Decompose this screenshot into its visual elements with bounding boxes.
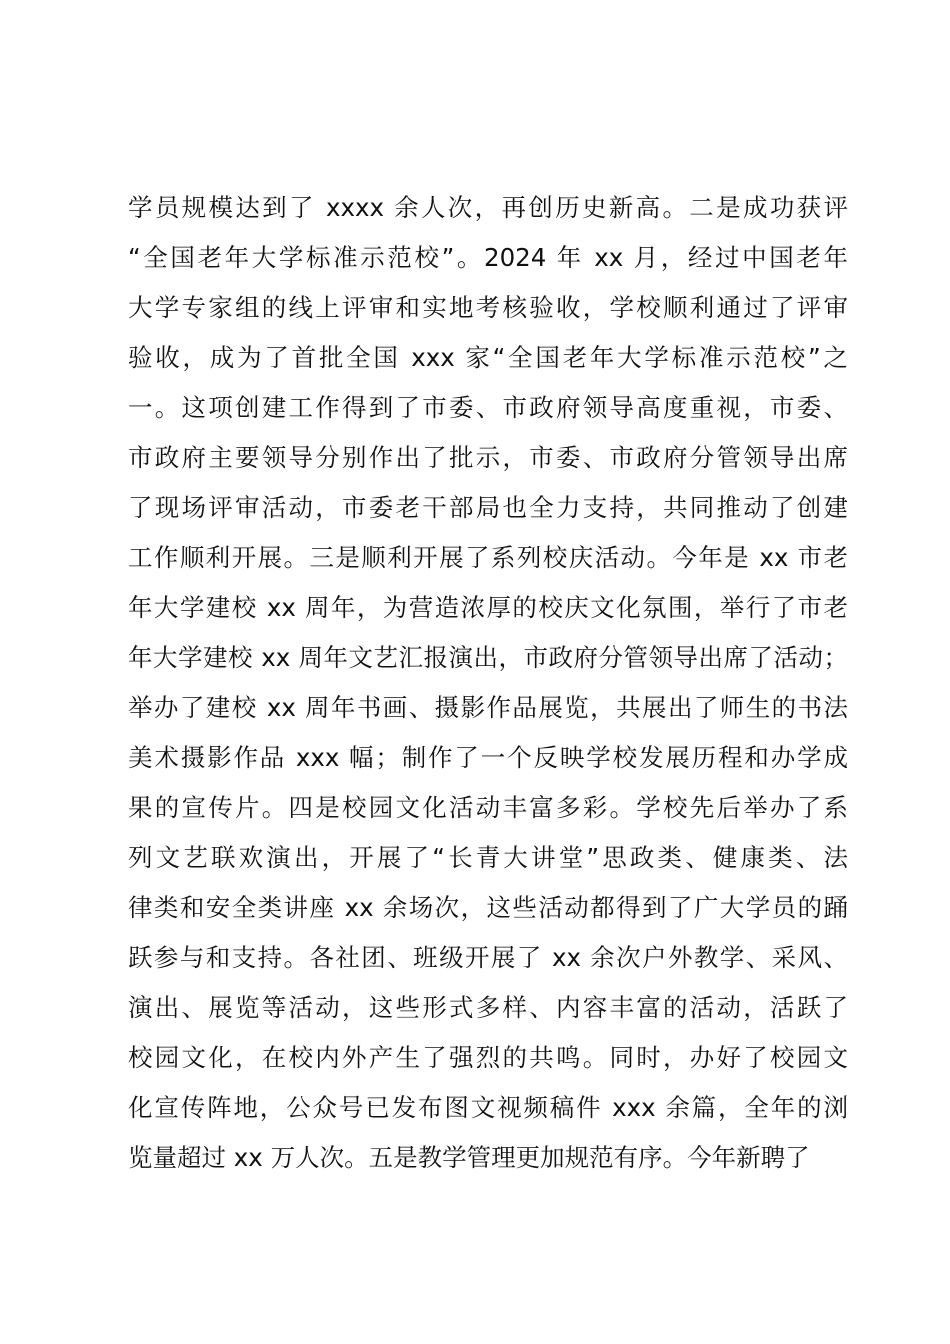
text-line: 大学专家组的线上评审和实地考核验收，学校顺利通过了评审: [128, 293, 848, 322]
text-line: 市政府主要领导分别作出了批示，市委、市政府分管领导出席: [128, 443, 848, 472]
text-line: 举办了建校 xx 周年书画、摄影作品展览，共展出了师生的书法: [128, 693, 848, 722]
text-line: 律类和安全类讲座 xx 余场次，这些活动都得到了广大学员的踊: [128, 893, 848, 922]
text-line: 了现场评审活动，市委老干部局也全力支持，共同推动了创建: [128, 493, 848, 522]
text-line: 年大学建校 xx 周年文艺汇报演出，市政府分管领导出席了活动；: [128, 643, 848, 672]
text-line: 工作顺利开展。三是顺利开展了系列校庆活动。今年是 xx 市老: [128, 543, 848, 572]
text-line: “全国老年大学标准示范校”。2024 年 xx 月，经过中国老年: [128, 243, 848, 272]
text-line: 果的宣传片。四是校园文化活动丰富多彩。学校先后举办了系: [128, 793, 848, 822]
text-line: 校园文化，在校内外产生了强烈的共鸣。同时，办好了校园文: [128, 1043, 848, 1072]
body-paragraph: [128, 183, 848, 1183]
text-line: 化宣传阵地，公众号已发布图文视频稿件 xxx 余篇，全年的浏: [128, 1093, 848, 1122]
text-line: 美术摄影作品 xxx 幅；制作了一个反映学校发展历程和办学成: [128, 743, 848, 772]
text-line: 一。这项创建工作得到了市委、市政府领导高度重视，市委、: [128, 393, 848, 422]
text-line: 演出、展览等活动，这些形式多样、内容丰富的活动，活跃了: [128, 993, 848, 1022]
text-line: 学员规模达到了 xxxx 余人次，再创历史新高。二是成功获评: [128, 193, 848, 222]
text-line: 览量超过 xx 万人次。五是教学管理更加规范有序。今年新聘了: [128, 1143, 810, 1172]
text-line: 年大学建校 xx 周年，为营造浓厚的校庆文化氛围，举行了市老: [128, 593, 848, 622]
text-line: 验收，成为了首批全国 xxx 家“全国老年大学标准示范校”之: [128, 343, 848, 372]
text-line: 列文艺联欢演出，开展了“长青大讲堂”思政类、健康类、法: [128, 843, 848, 872]
text-line: 跃参与和支持。各社团、班级开展了 xx 余次户外教学、采风、: [128, 943, 848, 972]
